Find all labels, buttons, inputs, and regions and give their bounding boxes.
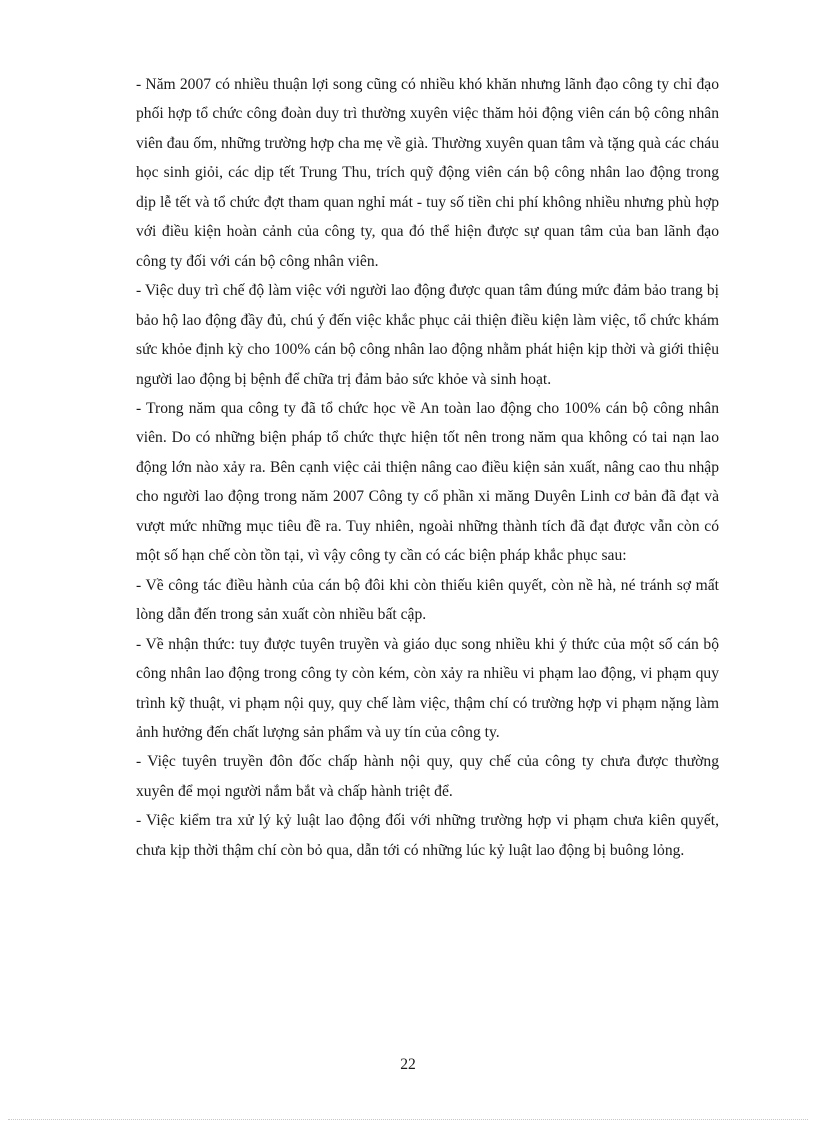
- body-text: [136, 70, 719, 865]
- page-number: 22: [400, 1056, 416, 1073]
- paragraph-6: - Việc tuyên truyền đôn đốc chấp hành nội quy, quy chế của công ty chưa được thường xuyên để mọi người nắm bắt và chấp hành triệt để.: [136, 753, 719, 800]
- paragraph-4: - Về công tác điều hành của cán bộ đôi khi còn thiếu kiên quyết, còn nề hà, né tránh sợ mất lòng dẫn đến trong sản xuất còn nhiều bất cập.: [136, 576, 719, 624]
- paragraph-5: - Về nhận thức: tuy được tuyên truyền và giáo dục song nhiều khi ý thức của một số cán bộ công nhân lao động trong công ty còn kém, còn xảy ra nhiều vi phạm lao động, vi phạm quy trình kỹ thuật, vi phạm nội quy, quy chế làm việc, thậm chí có trường hợp vi phạm nặng làm ảnh hưởng đến chất lượng sản phẩm và uy tín của công ty.: [136, 635, 719, 741]
- page-bottom-divider: [8, 1119, 808, 1120]
- paragraph-1: - Năm 2007 có nhiều thuận lợi song cũng có nhiều khó khăn nhưng lãnh đạo công ty chỉ đạo phối hợp tổ chức công đoàn duy trì thường xuyên việc thăm hỏi động viên cán bộ công nhân viên đau ốm, những trường hợp cha mẹ về già. Thường xuyên quan tâm và tặng quà các cháu học sinh giỏi, các dịp tết Trung Thu, trích quỹ động viên cán bộ công nhân lao động trong dịp lễ tết và tổ chức đợt tham quan nghỉ mát - tuy số tiền chi phí không nhiều nhưng phù hợp với điều kiện hoàn cảnh của công ty, qua đó thể hiện được sự quan tâm của ban lãnh đạo công ty đối với cán bộ công nhân viên.: [136, 76, 719, 270]
- paragraph-7: - Việc kiểm tra xử lý kỷ luật lao động đối với những trường hợp vi phạm chưa kiên quyết, chưa kịp thời thậm chí còn bỏ qua, dẫn tới có những lúc kỷ luật lao động bị buông lỏng.: [136, 812, 719, 859]
- paragraph-3: - Trong năm qua công ty đã tổ chức học về An toàn lao động cho 100% cán bộ công nhân viên. Do có những biện pháp tổ chức thực hiện tốt nên trong năm qua không có tai nạn lao động lớn nào xảy ra. Bên cạnh việc cải thiện nâng cao điều kiện sản xuất, nâng cao thu nhập cho người lao động trong năm 2007 Công ty cổ phần xi măng Duyên Linh cơ bản đã đạt và vượt mức những mục tiêu đề ra. Tuy nhiên, ngoài những thành tích đã đạt được vẫn còn có một số hạn chế còn tồn tại, vì vậy công ty cần có các biện pháp khắc phục sau:: [136, 399, 719, 565]
- paragraph-2: - Việc duy trì chế độ làm việc với người lao động được quan tâm đúng mức đảm bảo trang bị bảo hộ lao động đầy đủ, chú ý đến việc khắc phục cải thiện điều kiện làm việc, tổ chức khám sức khỏe định kỳ cho 100% cán bộ công nhân lao động nhằm phát hiện kịp thời và giới thiệu người lao động bị bệnh để chữa trị đảm bảo sức khỏe và sinh hoạt.: [136, 282, 719, 388]
